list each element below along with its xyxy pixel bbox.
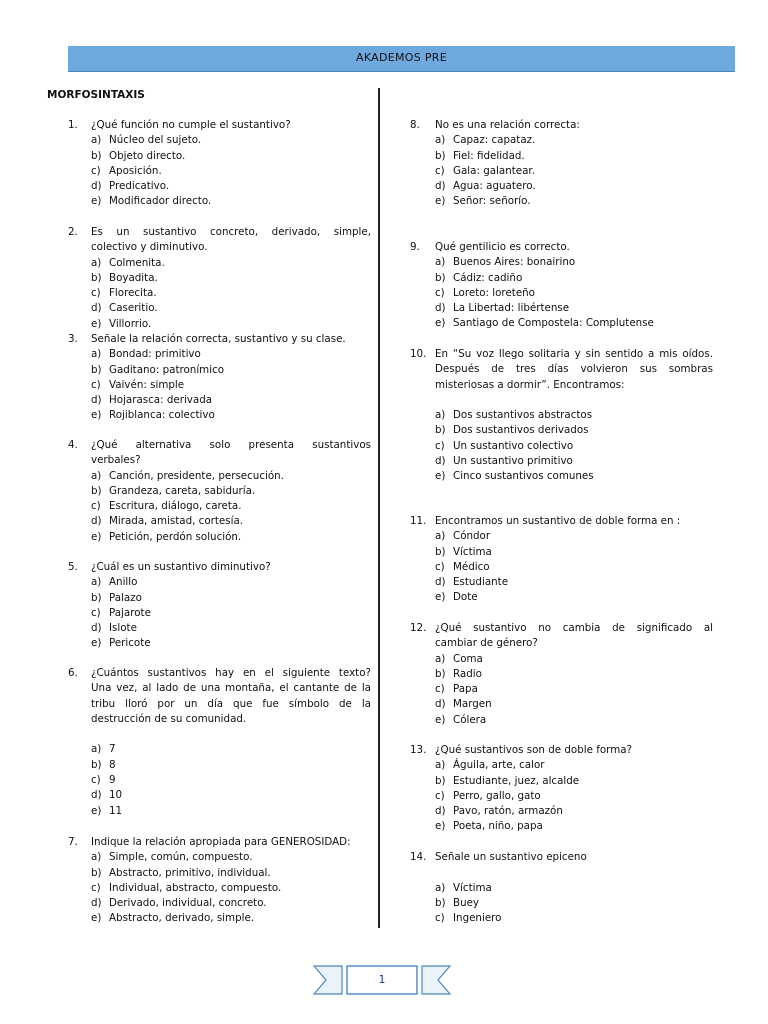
- option-letter: c): [91, 287, 101, 300]
- question-text: Señale la relación correcta, sustantivo y su clase.: [91, 333, 346, 345]
- question-number: 14.: [410, 851, 427, 863]
- answer-option: [410, 454, 713, 469]
- answer-option: [68, 636, 371, 651]
- answer-option: [68, 530, 371, 545]
- question-number: 10.: [410, 348, 427, 360]
- option-letter: a): [91, 134, 102, 147]
- option-letter: b): [435, 545, 446, 558]
- question-text-line: [68, 835, 371, 850]
- option-text: Islote: [109, 622, 137, 635]
- option-letter: b): [91, 591, 102, 604]
- option-letter: c): [435, 789, 445, 802]
- answer-option: [68, 286, 371, 301]
- question-text: ¿Cuál es un sustantivo diminutivo?: [91, 561, 271, 573]
- option-text: Buenos Aires: bonairino: [453, 256, 576, 269]
- option-text: Cóndor: [453, 530, 491, 543]
- question-3: [68, 332, 371, 424]
- answer-option: [410, 133, 713, 148]
- question-text: En “Su voz llego solitaria y sin sentido a mis oídos.: [435, 348, 713, 360]
- answer-option: [410, 789, 713, 804]
- option-letter: b): [91, 758, 102, 771]
- question-7: [68, 835, 371, 927]
- option-letter: d): [91, 789, 102, 802]
- answer-option: [410, 469, 713, 484]
- option-letter: a): [91, 469, 102, 482]
- answer-option: [68, 742, 371, 757]
- question-text-line: [68, 332, 371, 347]
- question-text-line: [68, 681, 371, 696]
- left-column: [68, 0, 371, 1024]
- question-text: ¿Qué función no cumple el sustantivo?: [91, 119, 291, 131]
- option-text: Margen: [453, 698, 492, 711]
- option-text: Abstracto, derivado, simple.: [109, 912, 255, 925]
- question-number: 5.: [68, 561, 78, 573]
- option-letter: b): [435, 774, 446, 787]
- question-text: destrucción de su comunidad.: [91, 712, 247, 725]
- answer-option: [68, 773, 371, 788]
- question-text: No es una relación correcta:: [435, 119, 580, 131]
- answer-option: [68, 271, 371, 286]
- answer-option: [410, 697, 713, 712]
- option-text: Águila, arte, calor: [453, 759, 545, 772]
- question-number: 6.: [68, 667, 78, 679]
- option-letter: e): [91, 530, 102, 543]
- option-letter: d): [435, 698, 446, 711]
- question-text: ¿Qué sustantivos son de doble forma?: [435, 744, 632, 756]
- option-letter: b): [91, 484, 102, 497]
- answer-option: [68, 499, 371, 514]
- option-text: Cádiz: cadiño: [453, 271, 523, 284]
- question-text-line: [68, 240, 371, 255]
- option-text: Buey: [453, 896, 480, 909]
- option-letter: a): [435, 256, 446, 269]
- option-letter: c): [91, 606, 101, 619]
- answer-option: [410, 682, 713, 697]
- option-letter: e): [91, 409, 102, 422]
- option-text: Cólera: [453, 713, 487, 726]
- option-text: Ingeniero: [453, 912, 502, 925]
- answer-option: [68, 301, 371, 316]
- option-text: 8: [109, 758, 116, 771]
- option-letter: a): [435, 759, 446, 772]
- question-text: cambiar de género?: [435, 637, 538, 650]
- question-text-line: [68, 453, 371, 468]
- answer-option: [410, 423, 713, 438]
- option-text: Petición, perdón solución.: [109, 530, 242, 543]
- option-letter: a): [91, 256, 102, 269]
- option-text: Rojiblanca: colectivo: [109, 409, 215, 422]
- option-letter: a): [435, 134, 446, 147]
- question-text: Una vez, al lado de una montaña, el cantante de la: [91, 682, 371, 695]
- question-text-line: [410, 850, 713, 865]
- option-text: Colmenita.: [109, 256, 165, 269]
- answer-option: [68, 911, 371, 926]
- option-text: 7: [109, 743, 116, 756]
- question-12: [410, 621, 713, 728]
- answer-option: [410, 652, 713, 667]
- option-text: Predicativo.: [109, 180, 170, 193]
- answer-option: [68, 575, 371, 590]
- option-letter: d): [91, 622, 102, 635]
- question-9: [410, 240, 713, 332]
- option-text: Fiel: fidelidad.: [453, 149, 525, 162]
- answer-option: [68, 317, 371, 332]
- answer-option: [68, 164, 371, 179]
- option-text: Pavo, ratón, armazón: [453, 805, 563, 818]
- option-text: Señor: señorío.: [453, 195, 531, 208]
- question-number: 3.: [68, 333, 78, 345]
- answer-option: [68, 850, 371, 865]
- option-letter: d): [435, 455, 446, 468]
- option-text: Poeta, niño, papa: [453, 820, 543, 833]
- option-text: Médico: [453, 560, 490, 573]
- option-letter: c): [91, 774, 101, 787]
- answer-option: [68, 866, 371, 881]
- option-text: Dote: [453, 591, 478, 604]
- option-letter: b): [435, 149, 446, 162]
- question-number: 2.: [68, 226, 78, 238]
- question-text: colectivo y diminutivo.: [91, 241, 208, 254]
- answer-option: [410, 529, 713, 544]
- question-text: misteriosas a dormir”. Encontramos:: [435, 378, 625, 391]
- question-number: 9.: [410, 241, 420, 253]
- option-text: Boyadita.: [109, 271, 158, 284]
- question-11: [410, 514, 713, 606]
- answer-option: [410, 316, 713, 331]
- option-text: Pericote: [109, 637, 151, 650]
- question-number: 7.: [68, 836, 78, 848]
- option-text: 9: [109, 774, 116, 787]
- question-text: ¿Qué sustantivo no cambia de significado al: [435, 622, 713, 634]
- option-letter: c): [435, 560, 445, 573]
- answer-option: [410, 774, 713, 789]
- answer-option: [410, 575, 713, 590]
- answer-option: [68, 758, 371, 773]
- option-letter: a): [91, 743, 102, 756]
- answer-option: [410, 149, 713, 164]
- answer-option: [410, 911, 713, 926]
- question-text: Indique la relación apropiada para GENEROSIDAD:: [91, 836, 351, 848]
- question-1: [68, 118, 371, 210]
- question-text: Es un sustantivo concreto, derivado, simple,: [91, 226, 371, 238]
- option-text: Agua: aguatero.: [453, 180, 536, 193]
- answer-option: [68, 194, 371, 209]
- answer-option: [68, 256, 371, 271]
- question-6: [68, 666, 371, 819]
- option-letter: b): [435, 271, 446, 284]
- answer-option: [68, 393, 371, 408]
- option-letter: c): [435, 912, 445, 925]
- option-text: Víctima: [453, 881, 492, 894]
- option-letter: a): [91, 851, 102, 864]
- question-5: [68, 560, 371, 652]
- option-text: Abstracto, primitivo, individual.: [109, 866, 271, 879]
- option-letter: a): [435, 409, 446, 422]
- option-letter: c): [435, 286, 445, 299]
- answer-option: [410, 545, 713, 560]
- option-letter: e): [91, 195, 102, 208]
- answer-option: [68, 788, 371, 803]
- option-letter: e): [91, 804, 102, 817]
- option-letter: d): [435, 576, 446, 589]
- question-text: verbales?: [91, 454, 141, 467]
- section-title: MORFOSINTAXIS: [47, 89, 145, 101]
- option-text: Palazo: [109, 591, 142, 604]
- answer-option: [410, 819, 713, 834]
- answer-option: [410, 804, 713, 819]
- question-text: Qué gentilicio es correcto.: [435, 241, 570, 253]
- option-letter: e): [435, 470, 446, 483]
- option-letter: d): [91, 897, 102, 910]
- question-text-line: [410, 118, 713, 133]
- question-text-line: [68, 118, 371, 133]
- option-letter: e): [91, 637, 102, 650]
- answer-option: [410, 758, 713, 773]
- option-letter: e): [91, 317, 102, 330]
- answer-option: [68, 347, 371, 362]
- option-text: Simple, común, compuesto.: [109, 851, 253, 864]
- option-letter: a): [91, 576, 102, 589]
- option-letter: e): [435, 820, 446, 833]
- option-letter: a): [435, 652, 446, 665]
- answer-option: [68, 804, 371, 819]
- option-text: Anillo: [109, 576, 138, 589]
- option-letter: d): [91, 394, 102, 407]
- option-letter: a): [435, 530, 446, 543]
- option-text: Gaditano: patronímico: [109, 363, 225, 376]
- question-text-line: [68, 712, 371, 727]
- option-letter: e): [435, 317, 446, 330]
- option-text: Estudiante: [453, 576, 509, 589]
- question-text: Señale un sustantivo epiceno: [435, 851, 587, 863]
- answer-option: [68, 591, 371, 606]
- answer-option: [410, 667, 713, 682]
- answer-option: [410, 713, 713, 728]
- answer-option: [68, 378, 371, 393]
- option-letter: c): [91, 881, 101, 894]
- answer-option: [410, 194, 713, 209]
- option-letter: e): [91, 912, 102, 925]
- option-text: La Libertad: libértense: [453, 302, 570, 315]
- answer-option: [410, 881, 713, 896]
- question-text-line: [410, 514, 713, 529]
- option-letter: b): [91, 271, 102, 284]
- option-letter: d): [91, 515, 102, 528]
- option-text: Aposición.: [109, 164, 162, 177]
- answer-option: [410, 590, 713, 605]
- question-13: [410, 743, 713, 835]
- answer-option: [68, 149, 371, 164]
- option-text: Víctima: [453, 545, 492, 558]
- question-2: [68, 225, 371, 332]
- option-text: Perro, gallo, gato: [453, 789, 541, 802]
- answer-option: [68, 881, 371, 896]
- question-text: Después de tres días volvieron sus sombras: [435, 363, 713, 376]
- question-text: Encontramos un sustantivo de doble forma en :: [435, 515, 681, 527]
- option-text: Bondad: primitivo: [109, 348, 201, 361]
- option-text: Un sustantivo primitivo: [453, 455, 573, 468]
- option-text: Objeto directo.: [109, 149, 186, 162]
- option-text: Mirada, amistad, cortesía.: [109, 515, 244, 528]
- answer-option: [410, 179, 713, 194]
- question-text: ¿Qué alternativa solo presenta sustantivos: [91, 439, 371, 451]
- answer-option: [410, 255, 713, 270]
- option-letter: b): [435, 424, 446, 437]
- question-text-line: [68, 225, 371, 240]
- question-text-line: [410, 636, 713, 651]
- answer-option: [410, 408, 713, 423]
- option-text: Caseritio.: [109, 302, 158, 315]
- answer-option: [68, 896, 371, 911]
- column-divider: [378, 88, 380, 928]
- question-text: tribu lloró por un día que fue símbolo de la: [91, 697, 371, 710]
- option-text: Dos sustantivos abstractos: [453, 409, 593, 422]
- option-text: Un sustantivo colectivo: [453, 439, 574, 452]
- option-letter: d): [91, 180, 102, 193]
- option-letter: d): [435, 805, 446, 818]
- option-text: Escritura, diálogo, careta.: [109, 500, 242, 513]
- option-text: 10: [109, 789, 123, 802]
- question-number: 4.: [68, 439, 78, 451]
- option-letter: c): [91, 378, 101, 391]
- option-text: Dos sustantivos derivados: [453, 424, 589, 437]
- option-text: Papa: [453, 683, 478, 696]
- question-text-line: [410, 347, 713, 362]
- option-text: Radio: [453, 667, 482, 680]
- question-number: 1.: [68, 119, 78, 131]
- answer-option: [410, 560, 713, 575]
- option-letter: c): [435, 683, 445, 696]
- question-text-line: [68, 438, 371, 453]
- option-text: Loreto: loreteño: [453, 286, 535, 299]
- question-text-line: [410, 362, 713, 377]
- option-text: Villorrio.: [109, 317, 152, 330]
- answer-option: [68, 621, 371, 636]
- option-text: Vaivén: simple: [109, 378, 185, 391]
- answer-option: [410, 164, 713, 179]
- option-letter: a): [91, 348, 102, 361]
- option-letter: e): [435, 591, 446, 604]
- question-number: 11.: [410, 515, 427, 527]
- question-4: [68, 438, 371, 545]
- question-number: 13.: [410, 744, 427, 756]
- answer-option: [68, 133, 371, 148]
- option-letter: b): [435, 667, 446, 680]
- option-text: Florecita.: [109, 287, 157, 300]
- answer-option: [410, 896, 713, 911]
- answer-option: [68, 179, 371, 194]
- question-text-line: [410, 240, 713, 255]
- question-text-line: [68, 666, 371, 681]
- option-letter: d): [91, 302, 102, 315]
- question-text-line: [68, 560, 371, 575]
- question-10: [410, 347, 713, 485]
- answer-option: [68, 469, 371, 484]
- question-text-line: [410, 621, 713, 636]
- question-text-line: [410, 378, 713, 393]
- header-title: AKADEMOS PRE: [356, 51, 447, 64]
- option-letter: b): [91, 866, 102, 879]
- option-letter: c): [435, 164, 445, 177]
- option-text: Grandeza, careta, sabiduría.: [109, 484, 256, 497]
- option-text: Cinco sustantivos comunes: [453, 470, 594, 483]
- option-text: Pajarote: [109, 606, 151, 619]
- page-number-banner: [312, 964, 452, 996]
- right-column: [410, 0, 715, 1024]
- option-letter: c): [91, 500, 101, 513]
- option-text: Individual, abstracto, compuesto.: [109, 881, 282, 894]
- answer-option: [410, 301, 713, 316]
- option-letter: e): [435, 195, 446, 208]
- option-text: Núcleo del sujeto.: [109, 134, 202, 147]
- option-text: Derivado, individual, concreto.: [109, 897, 267, 910]
- answer-option: [410, 286, 713, 301]
- option-letter: b): [91, 149, 102, 162]
- question-number: 8.: [410, 119, 420, 131]
- option-text: Coma: [453, 652, 483, 665]
- option-letter: a): [435, 881, 446, 894]
- question-text-line: [68, 697, 371, 712]
- question-14: [410, 850, 713, 926]
- option-text: Canción, presidente, persecución.: [109, 469, 284, 482]
- page-number: 1: [378, 973, 386, 986]
- option-letter: d): [435, 180, 446, 193]
- option-text: 11: [109, 804, 123, 817]
- question-8: [410, 118, 713, 210]
- answer-option: [68, 408, 371, 423]
- option-text: Hojarasca: derivada: [109, 394, 213, 407]
- option-text: Gala: galantear.: [453, 164, 535, 177]
- option-letter: e): [435, 713, 446, 726]
- option-text: Estudiante, juez, alcalde: [453, 774, 580, 787]
- answer-option: [68, 606, 371, 621]
- question-text: ¿Cuántos sustantivos hay en el siguiente texto?: [91, 667, 371, 679]
- option-letter: b): [435, 896, 446, 909]
- option-text: Santiago de Compostela: Complutense: [453, 317, 654, 330]
- answer-option: [68, 514, 371, 529]
- option-letter: b): [91, 363, 102, 376]
- question-number: 12.: [410, 622, 427, 634]
- question-text-line: [410, 743, 713, 758]
- answer-option: [68, 363, 371, 378]
- answer-option: [410, 439, 713, 454]
- option-text: Capaz: capataz.: [453, 134, 536, 147]
- answer-option: [68, 484, 371, 499]
- option-letter: d): [435, 302, 446, 315]
- option-text: Modificador directo.: [109, 195, 212, 208]
- option-letter: c): [91, 164, 101, 177]
- answer-option: [410, 271, 713, 286]
- option-letter: c): [435, 439, 445, 452]
